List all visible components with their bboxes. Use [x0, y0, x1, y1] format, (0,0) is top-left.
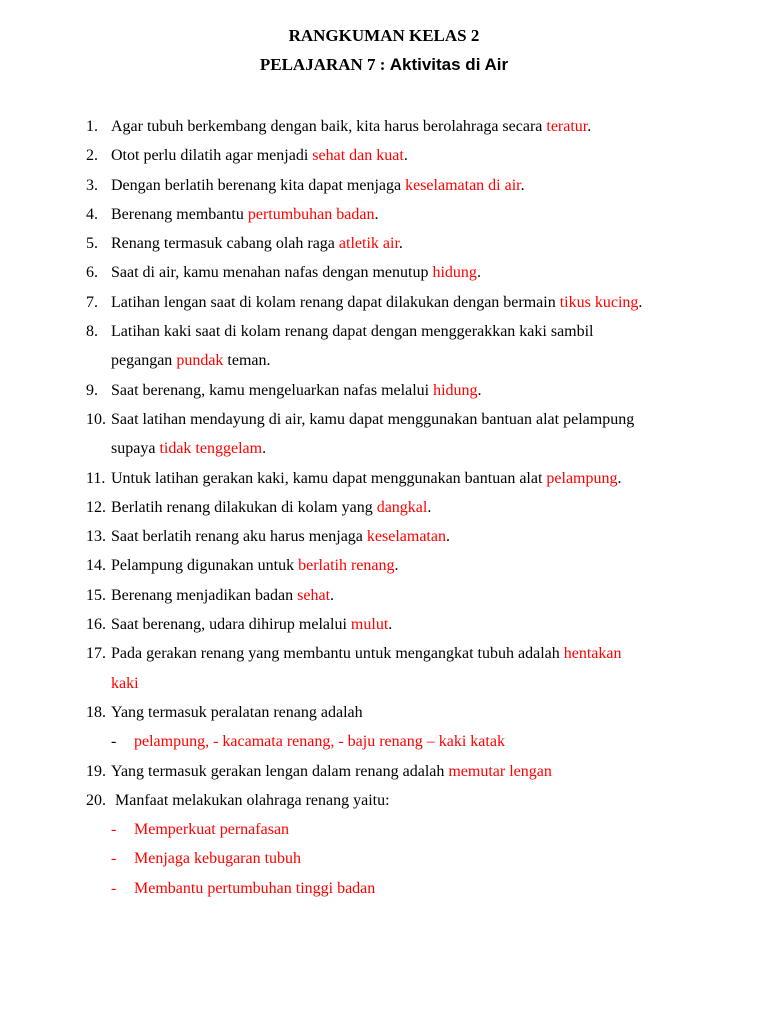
item-number: 11. [86, 469, 106, 487]
item-text [111, 522, 450, 551]
list-item [0, 405, 768, 434]
item-answer: keselamatan [366, 528, 446, 546]
item-text [111, 141, 408, 170]
item-text [111, 171, 525, 200]
item-text-plain: . [477, 381, 482, 399]
item-answer: mulut [350, 616, 389, 634]
item-text [111, 757, 552, 786]
item-answer: kaki [111, 674, 139, 692]
subtitle-topic: Aktivitas di Air [389, 55, 509, 74]
item-text [111, 464, 622, 493]
item-text-plain: supaya [111, 440, 160, 458]
item-answer: hentakan [563, 645, 622, 663]
item-text-plain: . [587, 118, 592, 135]
item-text [111, 698, 363, 727]
item-text-plain: Manfaat melakukan olahraga renang yaitu: [115, 791, 390, 809]
list-item [0, 317, 768, 346]
sub-list-item [0, 874, 768, 903]
item-text-plain: Latihan lengan saat di kolam renang dapat dilakukan dengan bermain [111, 293, 560, 311]
item-text-plain: . [445, 528, 450, 546]
item-number: 19. [86, 762, 106, 780]
list-item [0, 141, 768, 170]
item-text-plain: Saat di air, kamu menahan nafas dengan menutup [111, 264, 433, 282]
item-text-plain: Saat berenang, udara dihirup melalui [111, 616, 351, 634]
item-text-plain: Latihan kaki saat di kolam renang dapat dengan menggerakkan kaki sambil [111, 323, 594, 341]
list-item [0, 112, 768, 141]
list-item-continuation [0, 669, 768, 698]
bullet-dash: - [111, 821, 117, 839]
item-text [111, 434, 266, 463]
item-text-plain: . [388, 616, 393, 634]
item-text-plain: Agar tubuh berkembang dengan baik, kita harus berolahraga secara [111, 118, 547, 135]
item-answer: berlatih renang [298, 557, 395, 575]
item-number: 20. [86, 791, 106, 809]
list-item [0, 493, 768, 522]
item-text [111, 581, 334, 610]
item-number: 2. [86, 147, 98, 165]
item-number: 15. [86, 586, 106, 604]
sub-item-text: Menjaga kebugaran tubuh [134, 850, 302, 868]
item-text [111, 258, 481, 287]
item-text-plain: Yang termasuk gerakan lengan dalam renang adalah [111, 762, 449, 780]
item-number: 18. [86, 703, 106, 721]
item-text-plain: Pelampung digunakan untuk [111, 557, 299, 575]
item-text [111, 229, 403, 258]
list-item-continuation [0, 434, 768, 463]
list-item-continuation [0, 346, 768, 375]
summary-list [0, 112, 768, 903]
list-item [0, 610, 768, 639]
list-item [0, 288, 768, 317]
item-number: 3. [86, 176, 98, 194]
item-text-plain: Saat latihan mendayung di air, kamu dapat menggunakan bantuan alat pelampung [111, 410, 635, 428]
item-answer: keselamatan di air [405, 176, 521, 194]
item-number: 14. [86, 557, 106, 575]
item-text [111, 639, 622, 668]
item-text [111, 610, 392, 639]
bullet-dash: - [111, 879, 117, 897]
list-item [0, 200, 768, 229]
sub-item-text: pelampung, - kacamata renang, - baju renang – kaki katak [134, 733, 505, 751]
list-item [0, 757, 768, 786]
item-text-plain: teman. [223, 352, 271, 370]
item-answer: hidung [433, 381, 478, 399]
item-number: 12. [86, 498, 106, 516]
item-text-plain: Yang termasuk peralatan renang adalah [111, 703, 363, 721]
item-answer: dangkal [376, 498, 428, 516]
list-item [0, 376, 768, 405]
list-item [0, 639, 768, 668]
subtitle-prefix: PELAJARAN 7 : [259, 55, 390, 74]
list-item [0, 229, 768, 258]
list-item [0, 698, 768, 727]
item-answer: pertumbuhan badan [247, 205, 375, 223]
item-text [111, 200, 378, 229]
item-text-plain: . [330, 586, 335, 604]
item-text [111, 288, 642, 317]
item-answer: hidung [432, 264, 477, 282]
item-answer: tidak tenggelam [159, 440, 263, 458]
item-answer: sehat dan kuat [312, 147, 404, 165]
item-number: 6. [86, 264, 98, 282]
item-text-plain: . [262, 440, 267, 458]
sub-list-item [0, 844, 768, 873]
item-text [111, 551, 399, 580]
item-text-plain: . [520, 176, 525, 194]
sub-item-text: Memperkuat pernafasan [134, 821, 290, 839]
item-answer: tikus kucing [559, 293, 639, 311]
item-text-plain: . [617, 469, 622, 487]
item-number: 17. [86, 645, 106, 663]
item-answer: atletik air [338, 235, 399, 253]
item-number: 4. [86, 205, 98, 223]
item-text [115, 786, 390, 815]
item-text [111, 346, 271, 375]
item-text-plain: Otot perlu dilatih agar menjadi [111, 147, 313, 165]
item-number: 16. [86, 616, 106, 634]
item-text [111, 112, 591, 141]
item-number: 1. [86, 118, 98, 135]
list-item [0, 464, 768, 493]
item-number: 13. [86, 528, 106, 546]
item-number: 5. [86, 235, 98, 253]
item-text-plain: . [398, 235, 403, 253]
item-number: 8. [86, 323, 98, 341]
bullet-dash: - [111, 850, 117, 868]
sub-list-item [0, 727, 768, 756]
list-item [0, 581, 768, 610]
item-text [111, 405, 634, 434]
item-text-plain: Berenang menjadikan badan [111, 586, 298, 604]
sub-list-item [0, 815, 768, 844]
item-text-plain: . [638, 293, 643, 311]
item-text-plain: Saat berenang, kamu mengeluarkan nafas melalui [111, 381, 434, 399]
item-number: 9. [86, 381, 98, 399]
item-text-plain: Berenang membantu [111, 205, 248, 223]
item-answer: pelampung [546, 469, 618, 487]
item-text-plain: pegangan [111, 352, 177, 370]
item-answer: sehat [297, 586, 331, 604]
item-answer: pundak [176, 352, 224, 370]
item-text-plain: Pada gerakan renang yang membantu untuk mengangkat tubuh adalah [111, 645, 564, 663]
item-answer: memutar lengan [448, 762, 552, 780]
item-text [111, 669, 139, 698]
list-item [0, 522, 768, 551]
item-number: 7. [86, 293, 98, 311]
item-text-plain: . [476, 264, 481, 282]
document-title: RANGKUMAN KELAS 2 [288, 26, 480, 45]
bullet-dash: - [111, 733, 117, 751]
list-item [0, 551, 768, 580]
item-text [111, 376, 482, 405]
item-text-plain: Untuk latihan gerakan kaki, kamu dapat menggunakan bantuan alat [111, 469, 547, 487]
list-item [0, 171, 768, 200]
list-item [0, 786, 768, 815]
sub-item-text: Membantu pertumbuhan tinggi badan [134, 879, 376, 897]
item-text [111, 493, 431, 522]
item-text-plain: . [403, 147, 408, 165]
list-item [0, 258, 768, 287]
item-number: 10. [86, 410, 106, 428]
item-text-plain: Renang termasuk cabang olah raga [111, 235, 339, 253]
item-text-plain: . [427, 498, 432, 516]
item-text [111, 317, 594, 346]
item-answer: teratur [546, 118, 588, 135]
item-text-plain: . [394, 557, 399, 575]
item-text-plain: Berlatih renang dilakukan di kolam yang [111, 498, 377, 516]
item-text-plain: Dengan berlatih berenang kita dapat menjaga [111, 176, 406, 194]
item-text-plain: . [374, 205, 379, 223]
item-text-plain: Saat berlatih renang aku harus menjaga [111, 528, 367, 546]
document-subtitle [0, 55, 768, 75]
